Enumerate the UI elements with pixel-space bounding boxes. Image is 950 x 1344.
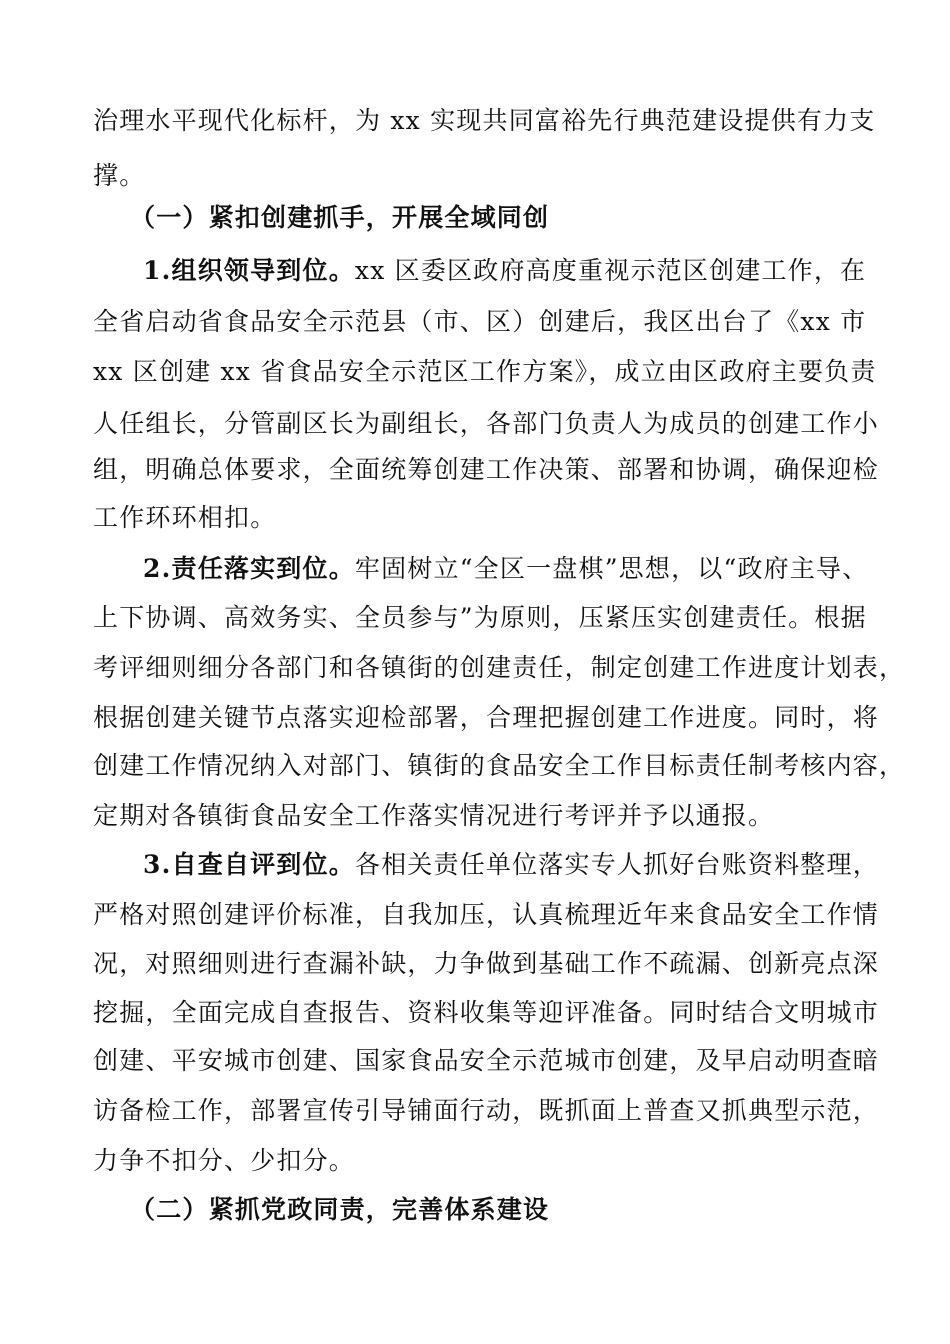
paragraph-line: 撑。 — [93, 161, 146, 190]
item-text: 牢固树立“全区一盘棋”思想，以“政府主导、 — [354, 554, 869, 583]
paragraph-line: 定期对各镇街食品安全工作落实情况进行考评并予以通报。 — [93, 801, 775, 830]
paragraph-line: 创建、平安城市创建、国家食品安全示范城市创建，及早启动明查暗 — [93, 1046, 880, 1075]
item-heading-2: 2.责任落实到位。 — [143, 554, 355, 583]
paragraph-line: 人任组长，分管副区长为副组长，各部门负责人为成员的创建工作小 — [93, 409, 880, 438]
paragraph-line: xx 区创建 xx 省食品安全示范区工作方案》，成立由区政府主要负责 — [93, 357, 877, 386]
paragraph-line: 上下协调、高效务实、全员参与”为原则，压紧压实创建责任。根据 — [93, 603, 867, 632]
paragraph-line: 严格对照创建评价标准，自我加压，认真梳理近年来食品安全工作情 — [93, 900, 880, 929]
item-text: 各相关责任单位落实专人抓好台账资料整理， — [354, 850, 879, 879]
section-heading-2: （二）紧抓党政同责，完善体系建设 — [130, 1195, 550, 1224]
paragraph-line — [143, 554, 868, 584]
paragraph-line: 全省启动省食品安全示范县（市、区）创建后，我区出台了《xx 市 — [93, 307, 867, 336]
paragraph-line: 根据创建关键节点落实迎检部署，合理把握创建工作进度。同时，将 — [93, 703, 880, 732]
paragraph-line: 组，明确总体要求，全面统筹创建工作决策、部署和协调，确保迎检 — [93, 455, 880, 484]
paragraph-line: 访备检工作，部署宣传引导铺面行动，既抓面上普查又抓典型示范， — [93, 1096, 880, 1125]
paragraph-line: 工作环环相扣。 — [93, 503, 277, 532]
paragraph-line: 创建工作情况纳入对部门、镇街的食品安全工作目标责任制考核内容， — [93, 751, 906, 780]
item-heading-1: 1.组织领导到位。 — [143, 256, 355, 285]
paragraph-line: 考评细则细分各部门和各镇街的创建责任，制定创建工作进度计划表， — [93, 653, 906, 682]
section-heading-1: （一）紧扣创建抓手，开展全域同创 — [130, 203, 550, 232]
paragraph-line: 况，对照细则进行查漏补缺，力争做到基础工作不疏漏、创新亮点深 — [93, 949, 880, 978]
item-heading-3: 3.自查自评到位。 — [143, 850, 355, 879]
paragraph-line: 治理水平现代化标杆，为 xx 实现共同富裕先行典范建设提供有力支 — [93, 106, 876, 135]
paragraph-line: 力争不扣分、少扣分。 — [93, 1146, 356, 1175]
item-text: xx 区委区政府高度重视示范区创建工作，在 — [354, 256, 867, 285]
paragraph-line: 挖掘，全面完成自查报告、资料收集等迎评准备。同时结合文明城市 — [93, 998, 880, 1027]
paragraph-line — [143, 850, 879, 880]
paragraph-line — [143, 256, 866, 286]
